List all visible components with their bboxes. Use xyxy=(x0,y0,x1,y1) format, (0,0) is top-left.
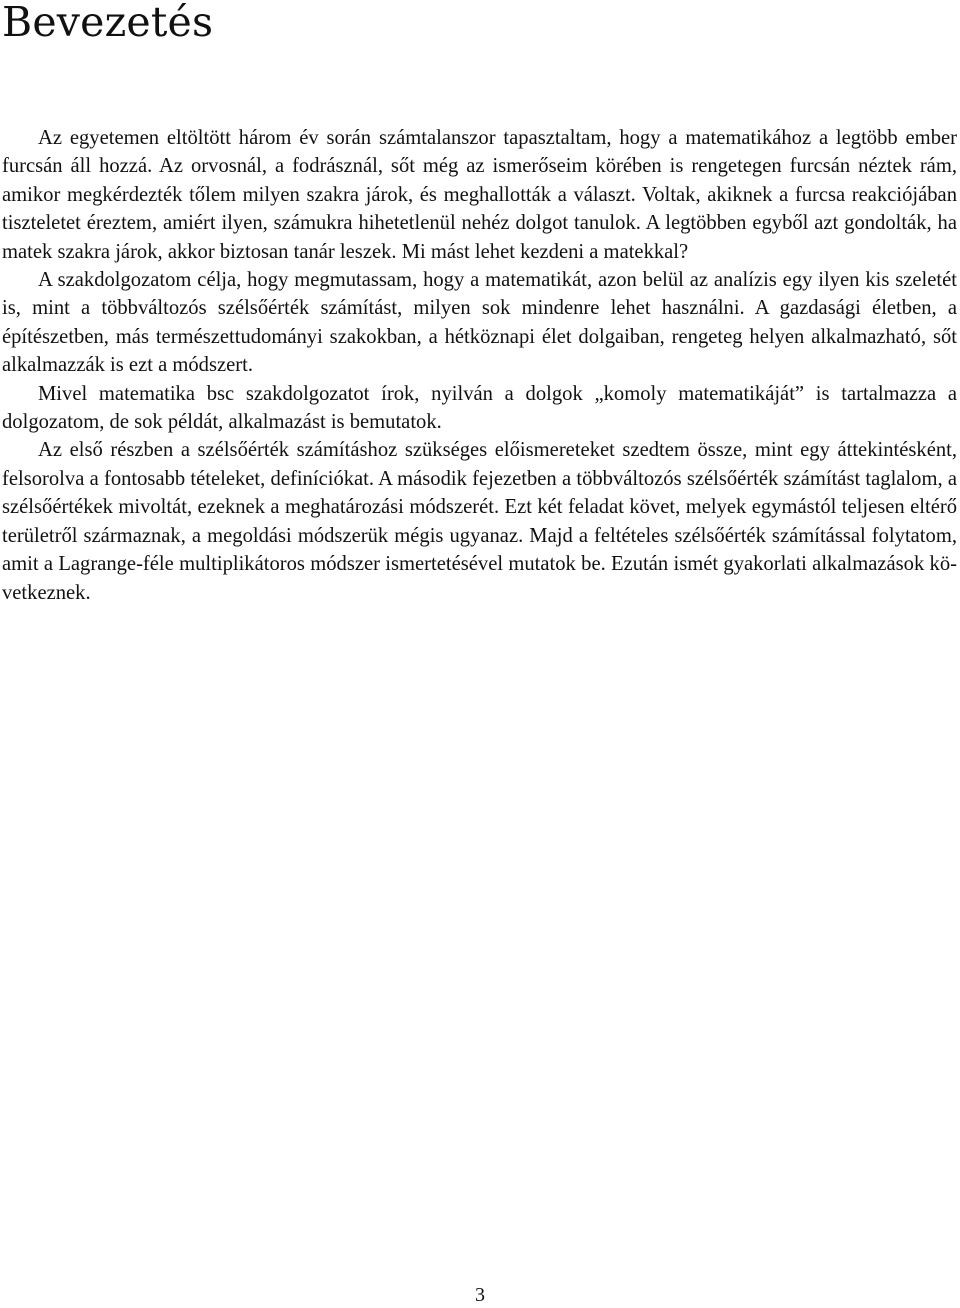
body-text xyxy=(2,124,957,607)
paragraph-content: Mivel matematika bsc szakdolgozatot írok, nyilván a dolgok „komoly matematikáját” is tartalmazza a dolgozatom, de sok példát, alkalmazást is bemutatok. xyxy=(2,382,957,434)
page-number: 3 xyxy=(475,1284,485,1306)
paragraph-goal: A szakdolgozatom célja, hogy megmutassam, hogy a matematikát, azon belül az analízis egy ilyen kis szeletét is, mint a többváltozós szélsőérték számítást, milyen sok mindenre lehet használni. A gazdasági életben, a építészetben, más természettudományi szakokban, a hétköznapi élet dolgaiban, rengeteg helyen alkalmazható, sőt alkalmazzák is ezt a módszert. xyxy=(2,269,957,377)
paragraph-structure: Az első részben a szélsőérték számításhoz szükséges előismereteket szedtem össze, mint egy áttekintésként, felsorolva a fontosabb tételeket, definíciókat. A második fejezetben a többváltozós szélsőérték számítást taglalom, a szélsőértékek mivoltát, ezeknek a meghatározási módszerét. Ezt két feladat követ, melyek egymástól teljesen eltérő területről származnak, a megoldási módszerük mégis ugyanaz. Majd a feltételes szélsőérték számítással folytatom, amit a Lagrange-féle multiplikátoros módszer ismertetésével mutatok be. Ezután ismét gyakorlati alkalmazások következnek. xyxy=(2,439,957,604)
page-title: Bevezetés xyxy=(2,0,214,46)
paragraph-intro: Az egyetemen eltöltött három év során számtalanszor tapasztaltam, hogy a matematikához a legtöbb ember furcsán áll hozzá. Az orvosnál, a fodrásznál, sőt még az ismerőseim körében is rengetegen furcsán néztek rám, amikor megkérdezték tőlem milyen szakra járok, és meghallották a választ. Voltak, akiknek a furcsa reakciójában tiszteletet éreztem, amiért ilyen, számukra hihetetlenül nehéz dolgot tanulok. A legtöbben egyből azt gondolták, ha matek szakra járok, akkor biztosan tanár leszek. Mi mást lehet kezdeni a matekkal? xyxy=(2,127,957,263)
